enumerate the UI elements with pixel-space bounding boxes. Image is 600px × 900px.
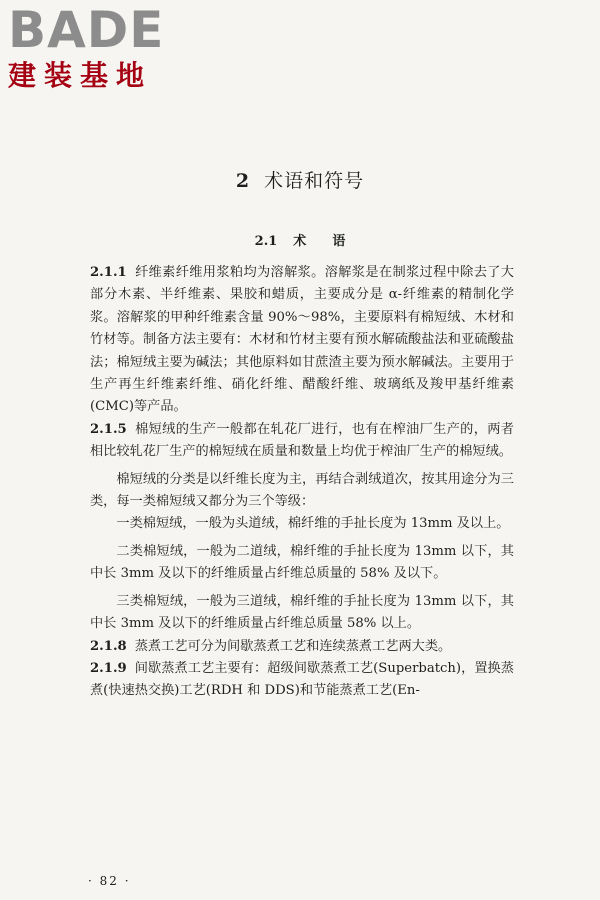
clause-2-1-9 xyxy=(90,658,514,703)
chapter-title-text: 术语和符号 xyxy=(264,170,365,192)
logo-wordmark: BADE xyxy=(8,1,165,59)
clause-text: 蒸煮工艺可分为间歇蒸煮工艺和连续蒸煮工艺两大类。 xyxy=(134,638,452,654)
section-number: 2.1 xyxy=(254,234,278,249)
chapter-number: 2 xyxy=(235,170,251,192)
clause-number: 2.1.8 xyxy=(90,638,127,654)
section-title-part1: 术 xyxy=(293,234,307,249)
page-number: · 82 · xyxy=(88,874,131,888)
clause-2-1-8 xyxy=(90,636,514,658)
clause-text: 间歇蒸煮工艺主要有：超级间歇蒸煮工艺(Superbatch)，置换蒸煮(快速热交换)工艺(RDH 和 DDS)和节能蒸煮工艺(En- xyxy=(90,660,514,699)
clause-2-1-1 xyxy=(90,262,514,419)
chapter-title xyxy=(0,166,600,193)
clause-number: 2.1.1 xyxy=(90,265,127,280)
clause-number: 2.1.9 xyxy=(90,660,127,676)
paragraph-class-two: 二类棉短绒，一般为二道绒，棉纤维的手扯长度为 13mm 以下，其中长 3mm 及以下的纤维质量占纤维总质量的 58% 及以下。 xyxy=(90,543,514,582)
clause-number: 2.1.5 xyxy=(90,421,127,437)
paragraph-class-one: 一类棉短绒，一般为头道绒，棉纤维的手扯长度为 13mm 及以上。 xyxy=(116,516,510,532)
clause-text: 棉短绒的生产一般都在轧花厂进行，也有在榨油厂生产的，两者相比较轧花厂生产的棉短绒在质量和数量上均优于榨油厂生产的棉短绒。 xyxy=(90,421,514,460)
clause-text: 纤维素纤维用浆粕均为溶解浆。溶解浆是在制浆过程中除去了大部分木素、半纤维素、果胶和蜡质，主要成分是 α-纤维素的精制化学浆。溶解浆的甲种纤维素含量 90%～98%，主要原料有棉短绒、木材和竹材等。制备方法主要有：木材和竹材主要有预水解硫酸盐法和亚硫酸盐法；棉短绒主要为碱法；其他原料如甘蔗渣主要为预水解碱法。主要用于生产再生纤维素纤维、硝化纤维、醋酸纤维、玻璃纸及羧甲基纤维素(CMC)等产品。 xyxy=(90,265,514,415)
clause-2-1-5 xyxy=(90,419,514,464)
section-title-part2: 语 xyxy=(332,234,346,249)
bade-logo xyxy=(8,1,178,100)
paragraph-class-three: 三类棉短绒，一般为三道绒，棉纤维的手扯长度为 13mm 以下，其中长 3mm 及以下的纤维质量占纤维总质量 58% 以上。 xyxy=(90,593,514,632)
logo-subtitle: 建装基地 xyxy=(8,59,153,92)
paragraph-classification: 棉短绒的分类是以纤维长度为主，再结合剥绒道次，按其用途分为三类，每一类棉短绒又都分为三个等级： xyxy=(90,471,514,510)
body-text xyxy=(90,262,514,703)
section-title xyxy=(0,230,600,249)
